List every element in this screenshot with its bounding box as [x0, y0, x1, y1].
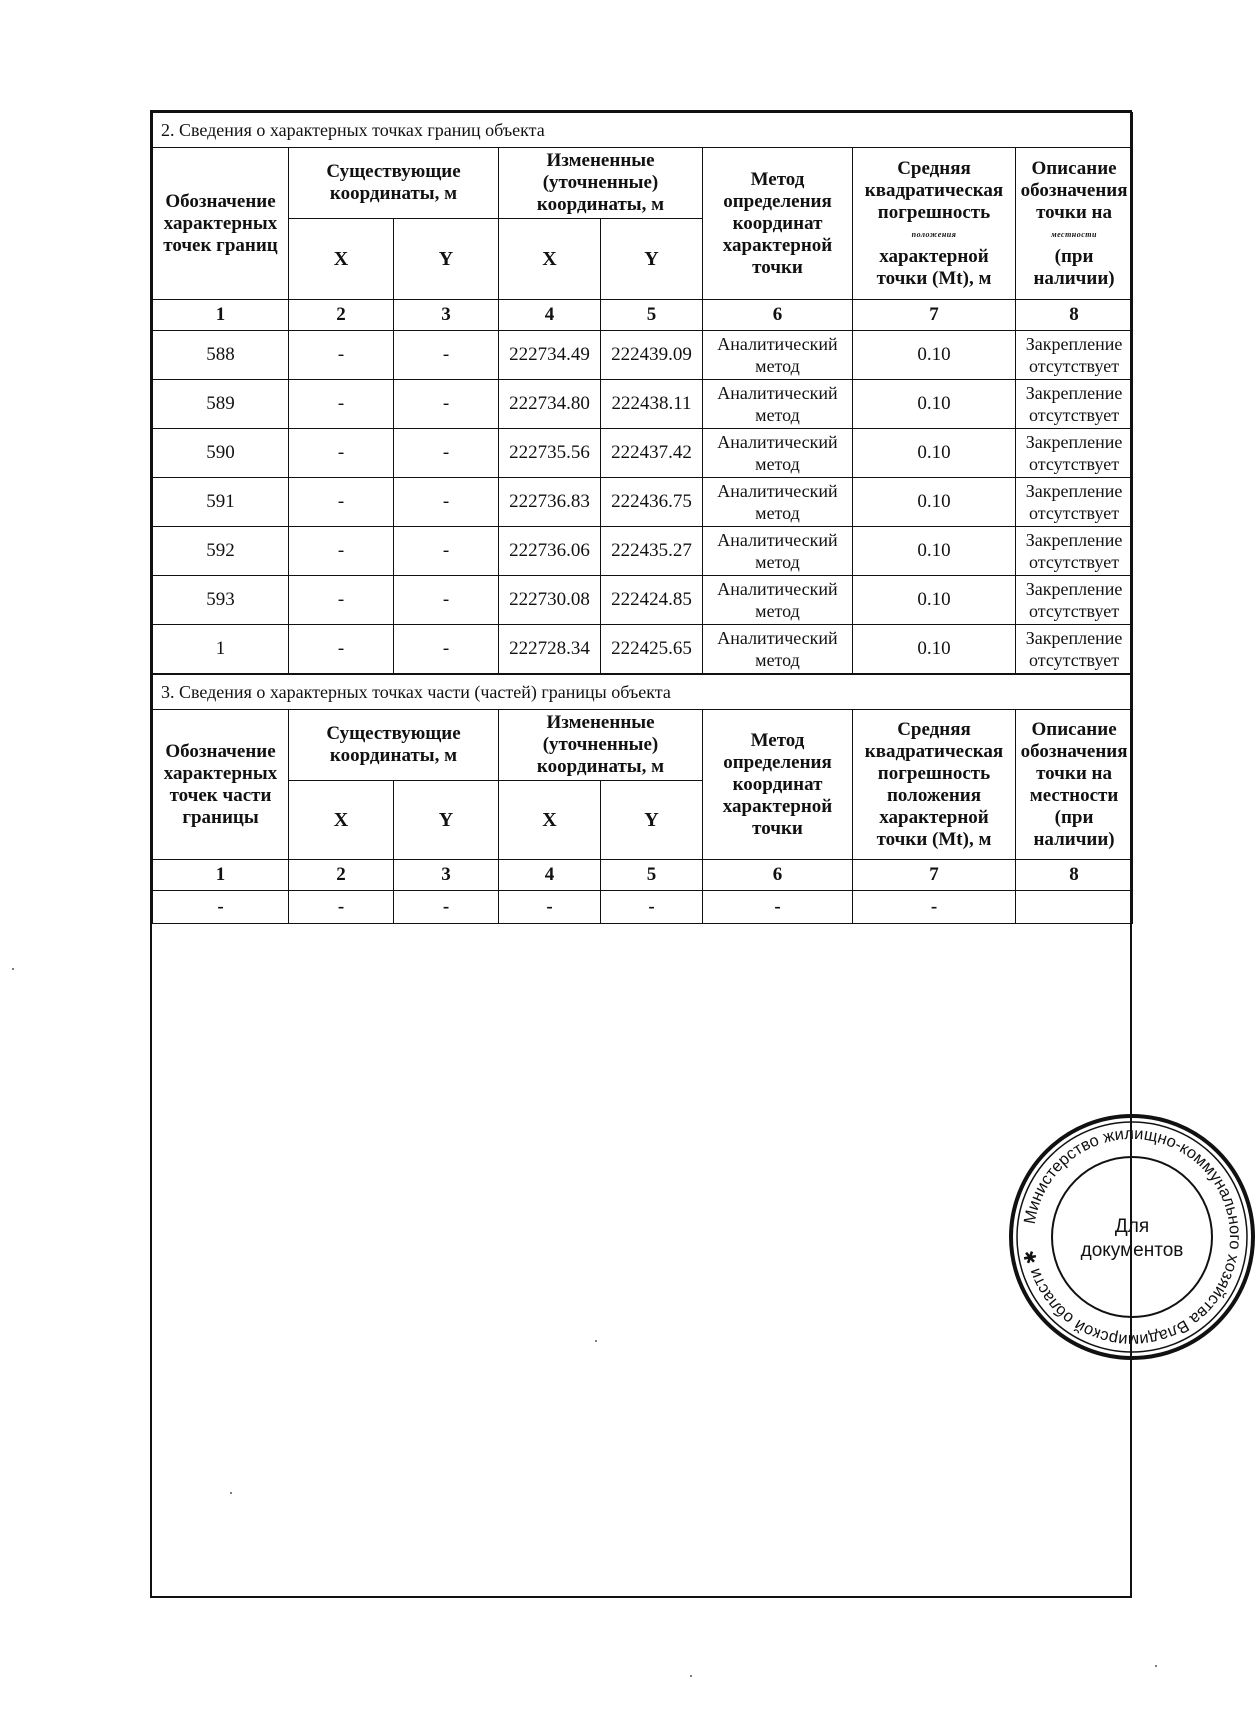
method-text: метод	[755, 601, 800, 621]
header-mean-error	[853, 148, 1016, 300]
changed-x-cell: 222734.49	[499, 331, 601, 380]
empty-cell: -	[703, 891, 853, 924]
method-text: Аналитический	[717, 628, 838, 648]
method-cell	[703, 576, 853, 625]
header-description-small: местности	[1051, 229, 1097, 239]
point-cell: 588	[153, 331, 289, 380]
description-text: отсутствует	[1029, 454, 1120, 474]
existing-y-cell: -	[394, 576, 499, 625]
column-number: 3	[394, 300, 499, 331]
scan-speck	[1155, 1665, 1157, 1667]
mean-error-cell: 0.10	[853, 527, 1016, 576]
description-text: отсутствует	[1029, 405, 1120, 425]
table-row	[153, 576, 1133, 625]
column-number: 3	[394, 860, 499, 891]
method-text: Аналитический	[717, 334, 838, 354]
method-cell	[703, 478, 853, 527]
header-changed-y: Y	[601, 781, 703, 860]
changed-x-cell: 222736.83	[499, 478, 601, 527]
method-text: Аналитический	[717, 432, 838, 452]
document-sheet	[150, 110, 1245, 1598]
description-text: Закрепление	[1025, 530, 1123, 550]
empty-cell: -	[289, 891, 394, 924]
header-method: Метод определения координат характерной точки	[703, 148, 853, 300]
method-cell	[703, 331, 853, 380]
mean-error-cell: 0.10	[853, 331, 1016, 380]
changed-x-cell: 222736.06	[499, 527, 601, 576]
description-text: Закрепление	[1025, 579, 1123, 599]
header-description: Описание обозначения точки на местности (при наличии)	[1016, 710, 1133, 860]
description-cell	[1016, 625, 1133, 674]
description-text: отсутствует	[1029, 503, 1120, 523]
header-mean-error: Средняя квадратическая погрешность положения характерной точки (Mt), м	[853, 710, 1016, 860]
column-number: 1	[153, 860, 289, 891]
point-cell: 591	[153, 478, 289, 527]
existing-y-cell: -	[394, 625, 499, 674]
method-cell	[703, 380, 853, 429]
header-mean-error-top: Средняя квадратическая погрешность	[864, 157, 1004, 223]
changed-y-cell: 222425.65	[601, 625, 703, 674]
existing-x-cell: -	[289, 478, 394, 527]
existing-y-cell: -	[394, 429, 499, 478]
method-text: Аналитический	[717, 481, 838, 501]
description-text: отсутствует	[1029, 552, 1120, 572]
header-designation: Обозначение характерных точек границ	[153, 148, 289, 300]
header-changed-coordinates: Измененные (уточненные) координаты, м	[499, 148, 703, 219]
description-text: Закрепление	[1025, 432, 1123, 452]
scan-speck	[690, 1675, 692, 1677]
method-text: Аналитический	[717, 383, 838, 403]
scan-speck	[595, 1340, 597, 1342]
changed-y-cell: 222424.85	[601, 576, 703, 625]
header-mean-error-small: положения	[911, 229, 957, 239]
stamp-center-line-1: Для	[1114, 1216, 1150, 1237]
point-cell: 1	[153, 625, 289, 674]
header-existing-x: X	[289, 219, 394, 300]
column-number: 6	[703, 300, 853, 331]
column-number: 8	[1016, 300, 1133, 331]
description-text: Закрепление	[1025, 481, 1123, 501]
method-text: метод	[755, 405, 800, 425]
header-description-bottom: (при наличии)	[1033, 245, 1115, 289]
mean-error-cell: 0.10	[853, 380, 1016, 429]
existing-y-cell: -	[394, 527, 499, 576]
changed-y-cell: 222437.42	[601, 429, 703, 478]
changed-y-cell: 222439.09	[601, 331, 703, 380]
description-cell	[1016, 429, 1133, 478]
changed-x-cell: 222728.34	[499, 625, 601, 674]
section-2-title: 2. Сведения о характерных точках границ объекта	[153, 113, 1133, 148]
official-stamp	[1007, 1112, 1257, 1362]
existing-x-cell: -	[289, 576, 394, 625]
point-cell: 592	[153, 527, 289, 576]
header-mean-error-bottom: характерной точки (Mt), м	[876, 245, 992, 289]
changed-x-cell: 222734.80	[499, 380, 601, 429]
existing-y-cell: -	[394, 478, 499, 527]
column-number: 6	[703, 860, 853, 891]
header-existing-x: X	[289, 781, 394, 860]
empty-cell: -	[153, 891, 289, 924]
method-text: метод	[755, 503, 800, 523]
column-number: 1	[153, 300, 289, 331]
point-cell: 590	[153, 429, 289, 478]
table-row	[153, 891, 1133, 924]
column-number: 4	[499, 300, 601, 331]
method-text: метод	[755, 454, 800, 474]
column-number: 5	[601, 300, 703, 331]
description-text: Закрепление	[1025, 334, 1123, 354]
header-description	[1016, 148, 1133, 300]
method-text: Аналитический	[717, 530, 838, 550]
table-row	[153, 625, 1133, 674]
column-number: 4	[499, 860, 601, 891]
method-cell	[703, 527, 853, 576]
changed-x-cell: 222735.56	[499, 429, 601, 478]
point-cell: 593	[153, 576, 289, 625]
empty-cell: -	[394, 891, 499, 924]
empty-cell: -	[853, 891, 1016, 924]
mean-error-cell: 0.10	[853, 625, 1016, 674]
method-text: метод	[755, 552, 800, 572]
scan-speck	[12, 968, 14, 970]
empty-cell	[1016, 891, 1133, 924]
column-number: 2	[289, 300, 394, 331]
existing-x-cell: -	[289, 527, 394, 576]
table-row	[153, 380, 1133, 429]
header-existing-coordinates: Существующие координаты, м	[289, 148, 499, 219]
existing-x-cell: -	[289, 625, 394, 674]
column-number: 7	[853, 860, 1016, 891]
header-description-top: Описание обозначения точки на	[1020, 157, 1128, 223]
existing-x-cell: -	[289, 429, 394, 478]
changed-y-cell: 222436.75	[601, 478, 703, 527]
header-changed-coordinates: Измененные (уточненные) координаты, м	[499, 710, 703, 781]
header-changed-y: Y	[601, 219, 703, 300]
method-text: метод	[755, 650, 800, 670]
header-designation: Обозначение характерных точек части границы	[153, 710, 289, 860]
table-row	[153, 527, 1133, 576]
description-text: отсутствует	[1029, 356, 1120, 376]
table-row	[153, 331, 1133, 380]
changed-x-cell: 222730.08	[499, 576, 601, 625]
description-cell	[1016, 478, 1133, 527]
mean-error-cell: 0.10	[853, 576, 1016, 625]
empty-cell: -	[499, 891, 601, 924]
header-existing-y: Y	[394, 219, 499, 300]
description-text: отсутствует	[1029, 601, 1120, 621]
description-text: Закрепление	[1025, 383, 1123, 403]
mean-error-cell: 0.10	[853, 429, 1016, 478]
method-cell	[703, 625, 853, 674]
existing-y-cell: -	[394, 331, 499, 380]
column-number: 8	[1016, 860, 1133, 891]
boundary-points-table	[152, 112, 1133, 674]
header-existing-coordinates: Существующие координаты, м	[289, 710, 499, 781]
part-boundary-points-table	[152, 674, 1133, 924]
column-number: 2	[289, 860, 394, 891]
mean-error-cell: 0.10	[853, 478, 1016, 527]
existing-x-cell: -	[289, 380, 394, 429]
point-cell: 589	[153, 380, 289, 429]
table-row	[153, 429, 1133, 478]
method-cell	[703, 429, 853, 478]
changed-y-cell: 222438.11	[601, 380, 703, 429]
column-number: 5	[601, 860, 703, 891]
stamp-ring-text: Министерство жилищно-коммунального хозяйства Владимирской области ✱	[1020, 1124, 1245, 1350]
changed-y-cell: 222435.27	[601, 527, 703, 576]
scan-speck	[230, 1492, 232, 1494]
header-existing-y: Y	[394, 781, 499, 860]
method-text: Аналитический	[717, 579, 838, 599]
empty-cell: -	[601, 891, 703, 924]
stamp-inner-ring	[1052, 1157, 1212, 1317]
method-text: метод	[755, 356, 800, 376]
description-cell	[1016, 527, 1133, 576]
section-3-title: 3. Сведения о характерных точках части (частей) границы объекта	[153, 675, 1133, 710]
description-text: Закрепление	[1025, 628, 1123, 648]
header-changed-x: X	[499, 781, 601, 860]
description-cell	[1016, 576, 1133, 625]
description-text: отсутствует	[1029, 650, 1120, 670]
header-changed-x: X	[499, 219, 601, 300]
stamp-outer-ring	[1011, 1116, 1253, 1358]
description-cell	[1016, 331, 1133, 380]
existing-x-cell: -	[289, 331, 394, 380]
description-cell	[1016, 380, 1133, 429]
stamp-center-line-2: документов	[1080, 1240, 1184, 1261]
column-number: 7	[853, 300, 1016, 331]
existing-y-cell: -	[394, 380, 499, 429]
header-method: Метод определения координат характерной точки	[703, 710, 853, 860]
table-row	[153, 478, 1133, 527]
